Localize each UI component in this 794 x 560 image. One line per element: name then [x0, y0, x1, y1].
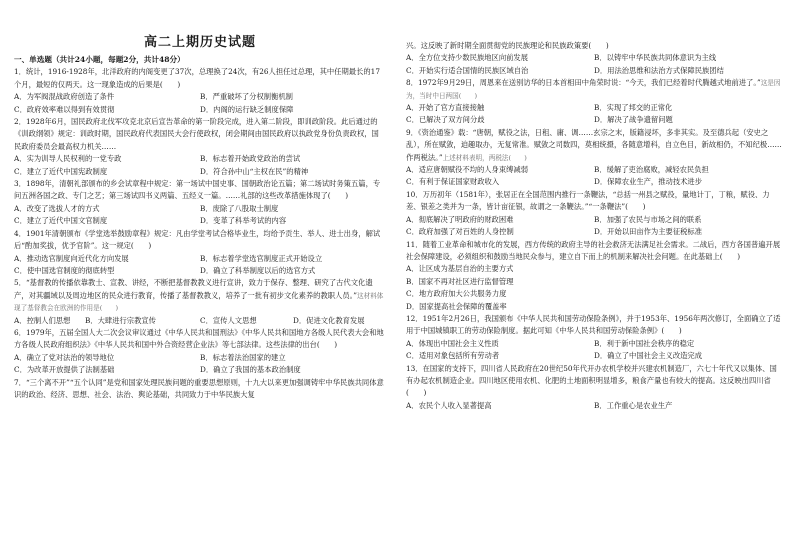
option-d: D．符合孙中山“主权在民”的精神 [200, 166, 309, 176]
option-b: B．加强了农民与市场之间的联系 [594, 214, 702, 224]
option-d: D．解决了战争遗留问题 [594, 115, 673, 125]
option-a: A．实为训导人民权利的一党专政 [14, 154, 122, 164]
question-9 [406, 127, 782, 189]
question-stem: 兴。这反映了新时期全面贯彻党的民族理论和民族政策要( ) [406, 41, 609, 50]
option-d: D．用法治思维和法治方式保障民族团结 [594, 65, 724, 75]
option-a: A．开始了官方直接接触 [406, 103, 485, 113]
question-1 [14, 66, 386, 116]
section-heading: 一、单选题（共计24小题，每题2分，共计48分） [14, 55, 185, 64]
option-a: A．彻底解决了明政府的财政困难 [406, 214, 514, 224]
option-a: A．全方位支持少数民族地区向前发展 [406, 53, 529, 63]
option-b: B．以铸牢中华民族共同体意识为主线 [594, 53, 717, 63]
option-d: D．确立了科举制度以后的选官方式 [200, 265, 316, 275]
option-c: C．地方政府加大公共服务力度 [406, 289, 507, 299]
question-10 [406, 189, 782, 239]
question-stem: 3．1898年，清朝礼部颁布的乡会试章程中规定：第一场试中国史事、国朝政治论五篇；第二场试时务策五篇，专问五洲各国之政、专门之艺；第三场试四书义两篇、五经义一篇。……礼部的这些改革措施体现了( ) [14, 179, 381, 201]
option-a: A．确立了党对法治的领导地位 [14, 352, 115, 362]
option-a: A．为军阀混战政府创造了条件 [14, 92, 115, 102]
handwritten-note: 上述材料表明，两税法( ) [442, 153, 527, 162]
option-b: B．利于新中国社会秩序的稳定 [594, 338, 695, 348]
option-a: A．改变了选拔人才的方式 [14, 203, 100, 213]
question-3 [14, 178, 386, 228]
option-c: C．政府加强了对百姓的人身控制 [406, 227, 514, 237]
option-d: D．确立了中国社会主义改造完成 [594, 351, 703, 361]
option-d: D．开始以田亩作为主要征税标准 [594, 227, 703, 237]
option-a: A．推动选官制度向近代化方向发展 [14, 253, 129, 263]
question-2 [14, 116, 386, 178]
option-c: C．政府效率难以得到有效贯彻 [14, 104, 115, 114]
option-b: B．废除了八股取士制度 [200, 203, 279, 213]
option-d: D．确立了我国的基本政治制度 [200, 365, 301, 375]
handwritten-note: 这是因为，当时中日两国( ) [406, 79, 781, 100]
question-6 [14, 327, 386, 377]
option-c: C．使中国选官制度的彻底转型 [14, 265, 115, 275]
option-c: C．建立了近代中国文官制度 [14, 216, 108, 226]
option-c: C．有利于保证国家财政收入 [406, 177, 500, 187]
option-a: A．农民个人收入显著提高 [406, 400, 492, 410]
option-a: A．让区成为基层自治的主要方式 [406, 264, 514, 274]
question-text: 5．“基督教的传播依靠教士、宣教、讲经，不断把基督教教义进行宣讲，致力于保存、整理、研究了古代文化遗产，对其疆域以及周边地区的民众进行教育，传播了基督教教义，培养了一批有初步文化素养的教职人员。” [14, 278, 373, 300]
right-column [406, 40, 782, 412]
question-stem: 1．统计，1916-1928年，北洋政府的内阁变更了37次，总理换了24次，有26人担任过总理，其中任期最长的17个月，最短的仅两天。这一现象造成的后果是( ) [14, 67, 380, 89]
question-stem: 11．随着工业革命和城市化的发展，西方传统的政府主导的社会救济无法满足社会需求。二战后，西方各国普遍开展社会保障建设，必须组织和鼓励当地民众参与，建立自下而上的机制来解决社会问题。在此基础上( ) [406, 239, 781, 261]
left-column [14, 0, 386, 401]
option-c: C．已解决了双方间分歧 [406, 115, 485, 125]
question-text: 9．《资治通鉴》载：“唐朝，赋役之法，日租、庸、调……玄宗之末，版籍浸坏，多非其实。及至德兵起（安史之乱），所在赋敛，迫趣取办，无复常准。赋敛之司数四，莫相统摄，各随意增科，自立色目，新故相仍，不知纪极……作两税法。” [406, 127, 782, 162]
question-5 [14, 277, 386, 327]
option-c: C．建立了近代中国宪政制度 [14, 166, 108, 176]
option-a: A．适应唐朝赋役不均的人身束缚减弱 [406, 165, 529, 175]
option-b: B．严重破坏了分权制衡机制 [200, 92, 293, 102]
option-b: B．标志着开始政党政治的尝试 [200, 154, 301, 164]
question-7-continued [406, 40, 782, 77]
question-text: 8．1972年9月29日，周恩来在送别访华的日本首相田中角荣时说：“今天，我们已经着时代腾越式地前进了。” [406, 78, 761, 88]
question-stem: 6．1979年，五届全国人大二次会议审议通过《中华人民共和国刑法》《中华人民共和国地方各级人民代表大会和地方各级人民政府组织法》《中华人民共和国中外合资经营企业法》等七部法律。这些法律的出台( ) [14, 327, 384, 350]
question-11 [406, 239, 782, 313]
question-stem: 2．1928年6月，国民政府北伐军攻克北京后宣告革命的第一阶段完成，进入第二阶段，即训政阶段。此后通过的《训政纲领》规定：训政时期，国民政府代表国民大会行使政权，闭会期间由国民政府以执政党身份负责政权，国民政府委员会最高权力机关…… [14, 117, 379, 151]
option-d: D．保障农业生产，推动技术进步 [594, 177, 703, 187]
question-stem: 4．1901年清朝颁布《学堂选举鼓励章程》规定：凡由学堂考试合格毕业生，均给予贡生、举人、进士出身，解试后“酌加奖拔，优予官阶”。这一规定( ) [14, 228, 381, 251]
question-12 [406, 313, 782, 363]
option-b: B．工作重心是农业生产 [594, 400, 673, 410]
option-b: B．标志着法治国家的建立 [200, 352, 286, 362]
exam-title: 高二上期历史试题 [143, 35, 256, 50]
question-stem: 10．万历初年（1581年），张居正在全国范围内推行一条鞭法，“总括一州县之赋役，量地计丁，丁粮，赋役、力差、银差之类并为一条，皆计亩征银，故谓之一条鞭法。”“一条鞭法”( ) [406, 189, 770, 212]
option-b: B．缓解了吏治腐败，减轻农民负担 [594, 165, 709, 175]
option-ab: A．控制人们思想 B．大肆进行宗教宣传 [14, 315, 156, 325]
option-d: D．变革了科举考试的内容 [200, 216, 287, 226]
question-stem: 13．在国家的支持下，四川省人民政府在20世纪50年代开办农机学校并兴建农机制造厂，六七十年代又以集体、国有办起农机制造企业。四川地区使用农机、化肥的土地面积明显增多，粮食产量也有较大的提高。这反映出四川省( ) [406, 363, 777, 398]
question-stem [406, 77, 782, 102]
question-13 [406, 363, 782, 413]
option-b: B．国家不再对社区进行监督管理 [406, 276, 514, 286]
question-stem [14, 277, 386, 314]
question-4 [14, 228, 386, 278]
handwritten-note: 这材料体现了基督教会在欧洲的作用是( ) [14, 291, 384, 313]
option-c: C．为改革开放提供了法制基础 [14, 365, 115, 375]
question-stem: 12．1951年2月26日，我国颁布《中华人民共和国劳动保险条例》，并于1953年、1956年两次修订，全面确立了适用于中国城镇职工的劳动保险制度。据此可知《中华人民共和国劳动保险条例》( ) [406, 313, 781, 336]
question-stem: 7．“三个离不开”“五个认同”是党和国家处理民族问题的重要思想原则，十九大以来更加强调铸牢中华民族共同体意识的政治、经济、思想、社会、法治、舆论基础，共同致力于中华民族大复 [14, 377, 384, 399]
option-d: D．内阁的运行缺乏制度保障 [200, 104, 294, 114]
option-b: B．标志着学堂选官制度正式开始设立 [200, 253, 323, 263]
question-8 [406, 77, 782, 127]
option-c: C．适用对象包括所有劳动者 [406, 351, 500, 361]
option-d: D．促进文化教育发展 [293, 315, 365, 325]
option-c: C．宣传人文思想 [200, 315, 257, 325]
option-c: C．开始实行适合国情的民族区域自治 [406, 65, 529, 75]
question-stem [406, 127, 782, 164]
question-7 [14, 377, 386, 402]
option-d: D．国家提高社会保障的覆盖率 [406, 301, 507, 311]
option-b: B．实现了邦交的正常化 [594, 103, 673, 113]
option-a: A．体现出中国社会主义性质 [406, 338, 499, 348]
